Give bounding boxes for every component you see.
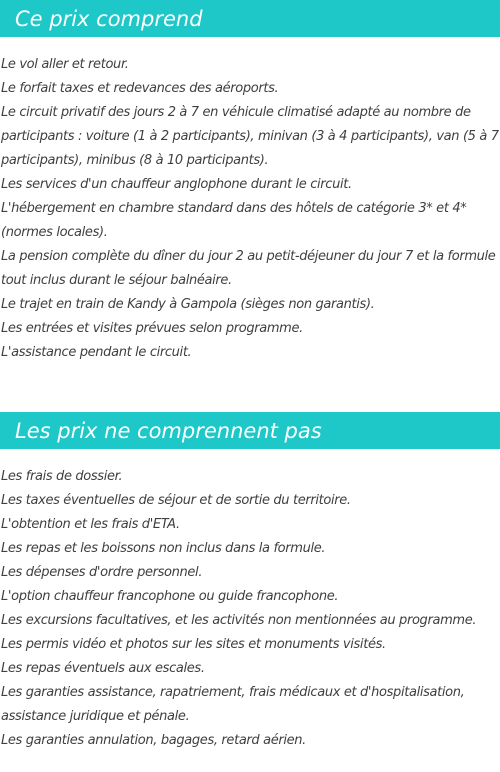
included-section [0, 0, 500, 365]
excluded-section [0, 412, 500, 753]
included-list [0, 53, 500, 365]
excluded-item: Les permis vidéo et photos sur les sites et monuments visités. [1, 637, 386, 652]
excluded-item: Les repas et les boissons non inclus dans la formule. [1, 541, 326, 556]
included-heading: Ce prix comprend [0, 0, 500, 37]
excluded-item: Les garanties assistance, rapatriement, frais médicaux et d'hospitalisation, assistance juridique et pénale. [1, 685, 465, 724]
included-item: Le vol aller et retour. [1, 57, 129, 72]
included-item: Les services d'un chauffeur anglophone durant le circuit. [1, 177, 352, 192]
included-item: L'hébergement en chambre standard dans des hôtels de catégorie 3* et 4* (normes locales). [1, 201, 467, 240]
excluded-item: L'obtention et les frais d'ETA. [1, 517, 180, 532]
included-item: Le forfait taxes et redevances des aéroports. [1, 81, 279, 96]
included-item: Le circuit privatif des jours 2 à 7 en véhicule climatisé adapté au nombre de participants : voiture (1 à 2 participants), minivan (3 à 4 participants), van (5 à 7 participants), minibus (8 à 10 participants). [1, 105, 499, 168]
included-item: L'assistance pendant le circuit. [1, 345, 192, 360]
excluded-item: Les garanties annulation, bagages, retard aérien. [1, 733, 306, 748]
excluded-item: Les frais de dossier. [1, 469, 123, 484]
excluded-item: Les dépenses d'ordre personnel. [1, 565, 203, 580]
excluded-heading: Les prix ne comprennent pas [0, 412, 500, 449]
excluded-item: L'option chauffeur francophone ou guide francophone. [1, 589, 339, 604]
included-item: Les entrées et visites prévues selon programme. [1, 321, 303, 336]
excluded-item: Les taxes éventuelles de séjour et de sortie du territoire. [1, 493, 351, 508]
excluded-list [0, 465, 500, 753]
included-item: La pension complète du dîner du jour 2 au petit-déjeuner du jour 7 et la formule tout inclus durant le séjour balnéaire. [1, 249, 496, 288]
excluded-item: Les excursions facultatives, et les activités non mentionnées au programme. [1, 613, 477, 628]
included-item: Le trajet en train de Kandy à Gampola (sièges non garantis). [1, 297, 375, 312]
excluded-item: Les repas éventuels aux escales. [1, 661, 205, 676]
